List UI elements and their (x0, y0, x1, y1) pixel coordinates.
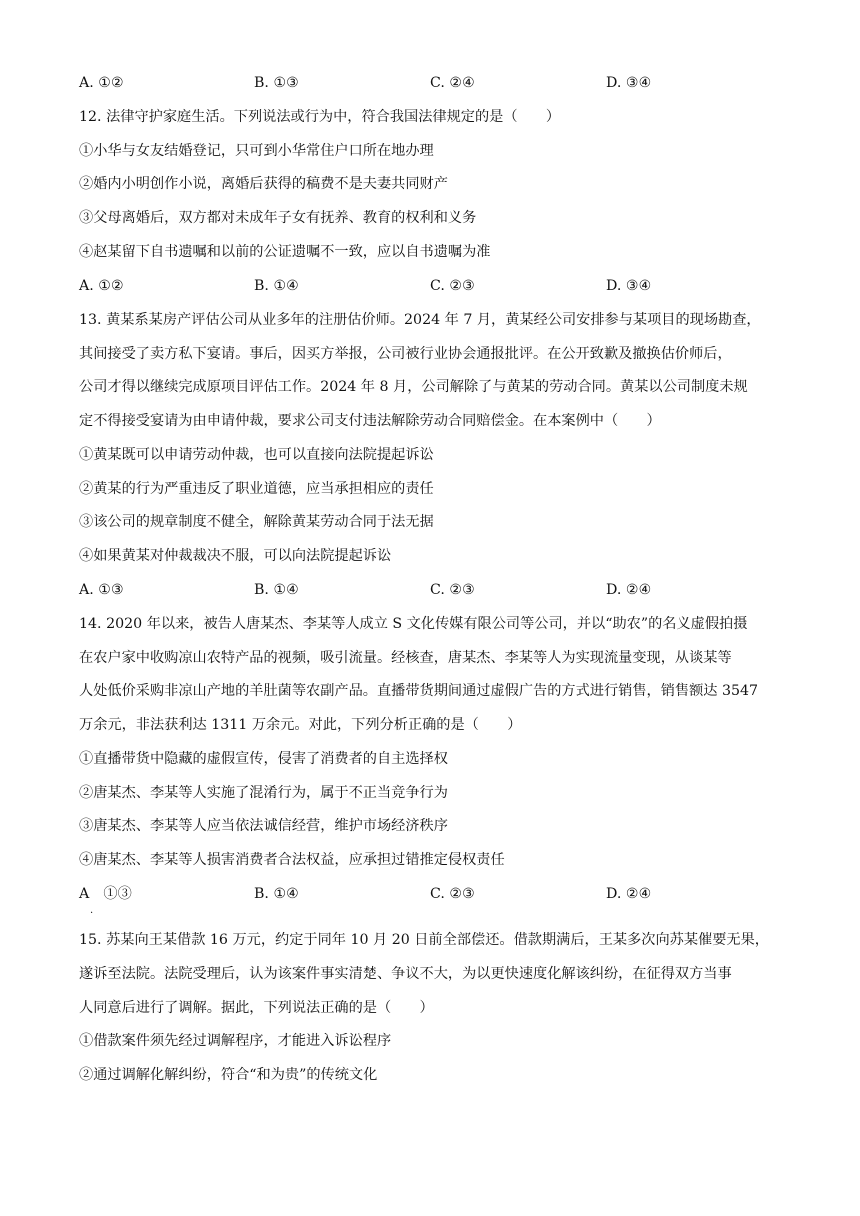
q13-stem-line-1: 13. 黄某系某房产评估公司从业多年的注册估价师。2024 年 7 月，黄某经公司安排参与某项目的现场勘查， (79, 312, 761, 328)
q13-item-3: ③该公司的规章制度不健全，解除黄某劳动合同于法无据 (79, 514, 434, 530)
q15-stem-line-2: 遂诉至法院。法院受理后，认为该案件事实清楚、争议不大，为以更快速度化解该纠纷，在征得双方当事 (79, 966, 732, 982)
q14-stem-line-4: 万余元，非法获利达 1311 万余元。对此，下列分析正确的是（ ） (79, 717, 522, 733)
q11-option-c[interactable]: C. ②④ (430, 75, 475, 91)
q12-option-b[interactable]: B. ①④ (254, 278, 299, 294)
q12-item-3: ③父母离婚后，双方都对未成年子女有抚养、教育的权利和义务 (79, 210, 477, 226)
q12-item-2: ②婚内小明创作小说，离婚后获得的稿费不是夫妻共同财产 (79, 176, 448, 192)
q14-option-b[interactable]: B. ①④ (254, 886, 299, 902)
q14-item-3: ③唐某杰、李某等人应当依法诚信经营，维护市场经济秩序 (79, 818, 448, 834)
q11-option-b[interactable]: B. ①③ (254, 75, 299, 91)
q14-option-c[interactable]: C. ②③ (430, 886, 475, 902)
q12-option-a[interactable]: A. ①② (79, 278, 124, 294)
q14-options (79, 884, 799, 916)
q14-option-d[interactable]: D. ②④ (606, 886, 652, 902)
q12-option-d[interactable]: D. ③④ (606, 278, 652, 294)
q13-options (79, 580, 799, 600)
q12-option-c[interactable]: C. ②③ (430, 278, 475, 294)
q12-item-4: ④赵某留下自书遗嘱和以前的公证遗嘱不一致，应以自书遗嘱为准 (79, 244, 491, 260)
q12-item-1: ①小华与女友结婚登记，只可到小华常住户口所在地办理 (79, 143, 434, 159)
q12-stem: 12. 法律守护家庭生活。下列说法或行为中，符合我国法律规定的是（ ） (79, 109, 561, 125)
q11-option-a[interactable]: A. ①② (79, 75, 124, 91)
q15-item-2: ②通过调解化解纠纷，符合“和为贵”的传统文化 (79, 1067, 378, 1083)
q12-options (79, 276, 799, 296)
q13-item-1: ①黄某既可以申请劳动仲裁，也可以直接向法院提起诉讼 (79, 447, 434, 463)
q13-stem-line-3: 公司才得以继续完成原项目评估工作。2024 年 8 月，公司解除了与黄某的劳动合同。黄某以公司制度未规 (79, 379, 748, 395)
q14-stray-dot: . (90, 905, 94, 916)
q13-item-2: ②黄某的行为严重违反了职业道德，应当承担相应的责任 (79, 481, 434, 497)
q13-stem-line-2: 其间接受了卖方私下宴请。事后，因买方举报，公司被行业协会通报批评。在公开致歉及撤换估价师后， (79, 346, 732, 362)
q11-options (79, 73, 799, 93)
q15-stem-line-3: 人同意后进行了调解。据此，下列说法正确的是（ ） (79, 1000, 434, 1016)
q15-stem-line-1: 15. 苏某向王某借款 16 万元，约定于同年 10 月 20 日前全部偿还。借款期满后，王某多次向苏某催要无果， (79, 932, 769, 948)
q13-stem-line-4: 定不得接受宴请为由申请仲裁，要求公司支付违法解除劳动合同赔偿金。在本案例中（ ） (79, 413, 661, 429)
q14-item-4: ④唐某杰、李某等人损害消费者合法权益，应承担过错推定侵权责任 (79, 852, 505, 868)
q13-option-b[interactable]: B. ①④ (254, 582, 299, 598)
q14-stem-line-2: 在农户家中收购凉山农特产品的视频，吸引流量。经核查，唐某杰、李某等人为实现流量变现，从谈某等 (79, 650, 732, 666)
q13-option-d[interactable]: D. ②④ (606, 582, 652, 598)
q14-item-1: ①直播带货中隐藏的虚假宣传，侵害了消费者的自主选择权 (79, 751, 448, 767)
q13-option-c[interactable]: C. ②③ (430, 582, 475, 598)
q15-item-1: ①借款案件须先经过调解程序，才能进入诉讼程序 (79, 1033, 392, 1049)
q11-option-d[interactable]: D. ③④ (606, 75, 652, 91)
q14-option-a[interactable]: A ①③ (79, 886, 132, 902)
q14-item-2: ②唐某杰、李某等人实施了混淆行为，属于不正当竞争行为 (79, 785, 448, 801)
q13-option-a[interactable]: A. ①③ (79, 582, 124, 598)
q14-stem-line-3: 人处低价采购非凉山产地的羊肚菌等农副产品。直播带货期间通过虚假广告的方式进行销售，销售额达 3547 (79, 683, 759, 699)
q14-stem-line-1: 14. 2020 年以来，被告人唐某杰、李某等人成立 S 文化传媒有限公司等公司，并以“助农”的名义虚假拍摄 (79, 616, 748, 632)
q13-item-4: ④如果黄某对仲裁裁决不服，可以向法院提起诉讼 (79, 548, 392, 564)
